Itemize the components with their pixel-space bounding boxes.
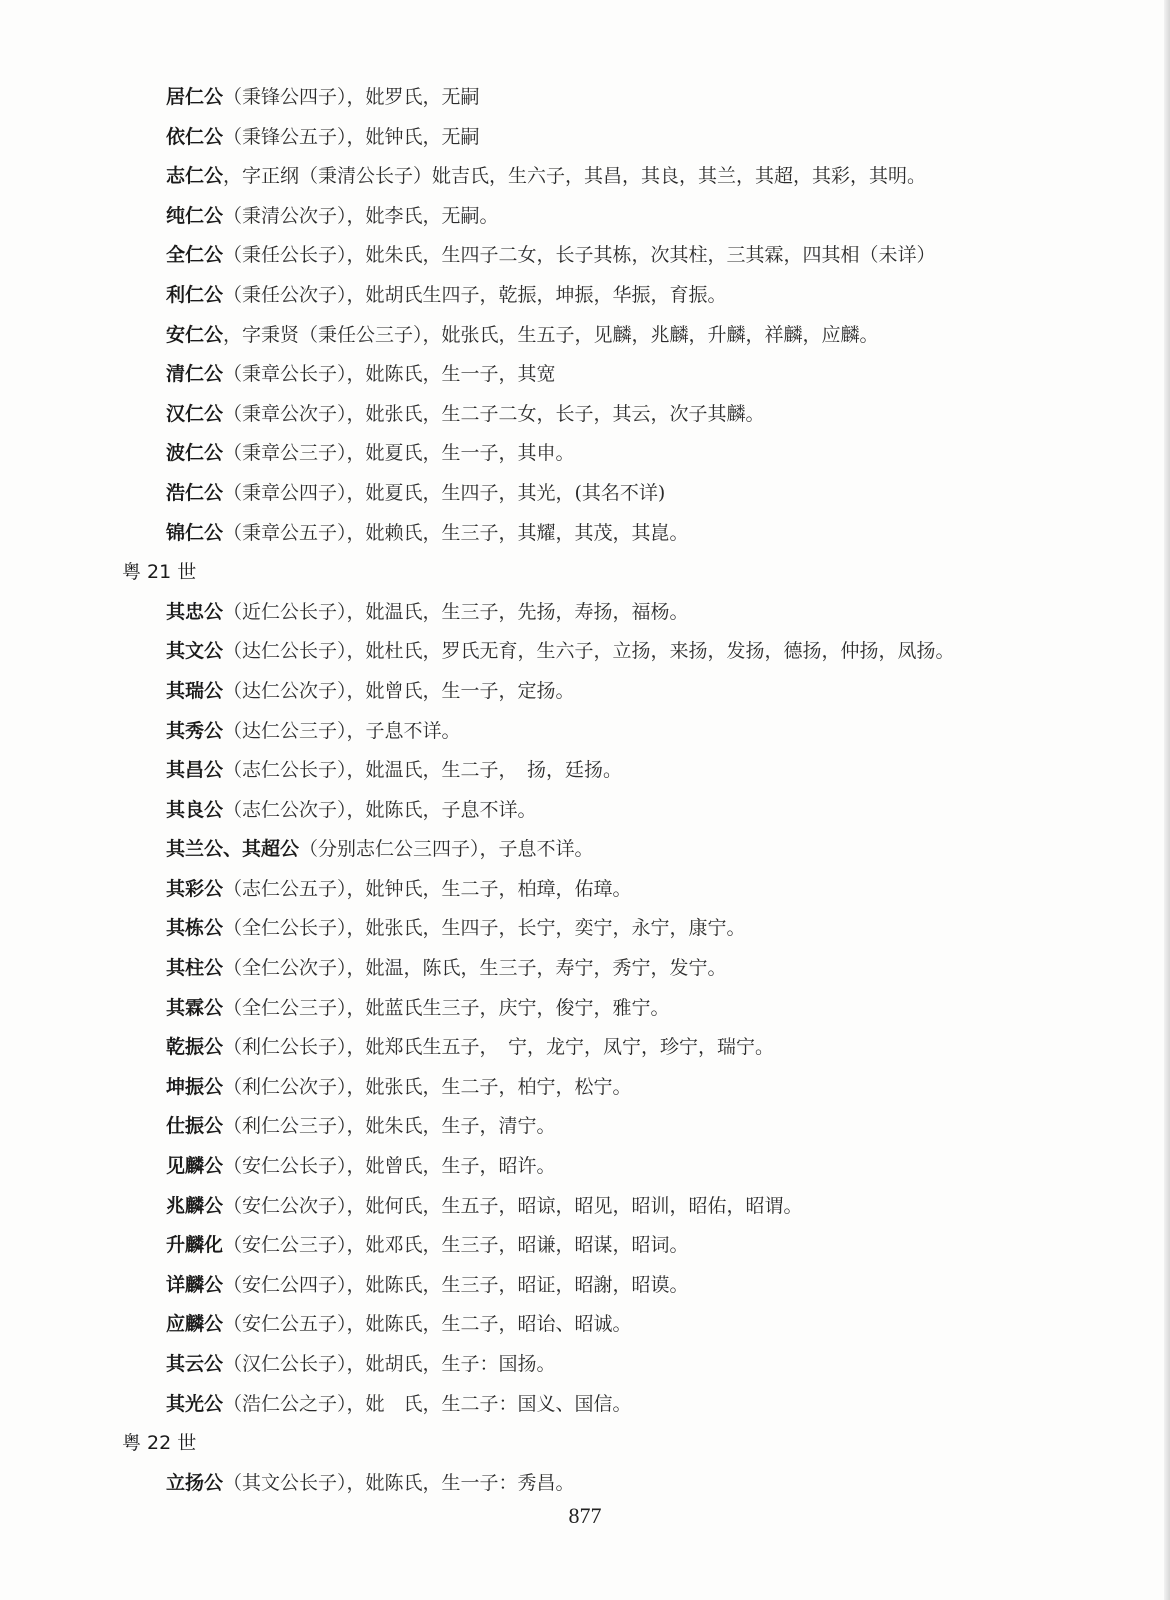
ancestor-description: （秉任公长子），妣朱氏，生四子二女，长子其栋，次其柱，三其霖，四其相（未详） <box>223 244 936 267</box>
ancestor-name: 其彩公 <box>166 877 224 900</box>
ancestor-name: 利仁公 <box>166 283 224 306</box>
genealogy-entry <box>122 870 1132 910</box>
ancestor-name: 其云公 <box>166 1353 224 1375</box>
genealogy-entry <box>122 1345 1132 1385</box>
genealogy-entry <box>122 355 1132 395</box>
genealogy-entry <box>122 474 1132 514</box>
ancestor-description: （秉章公长子），妣陈氏，生一子，其宽 <box>223 363 556 386</box>
ancestor-description: （达仁公长子），妣杜氏，罗氏无育，生六子，立扬，来扬，发扬，德扬，仲扬，凤扬。 <box>223 640 955 663</box>
genealogy-entry <box>122 1266 1132 1306</box>
ancestor-name: 其兰公、其超公 <box>166 838 300 861</box>
ancestor-name: 应麟公 <box>166 1313 224 1336</box>
ancestor-description: （分别志仁公三四子），子息不详。 <box>299 838 594 861</box>
ancestor-name: 汉仁公 <box>166 402 224 425</box>
ancestor-name: 立扬公 <box>166 1471 224 1494</box>
ancestor-description: （利仁公长子），妣郑氏生五子， 宁，龙宁，凤宁，珍宁，瑞宁。 <box>223 1036 775 1059</box>
genealogy-entry <box>122 316 1132 356</box>
genealogy-entry <box>122 1385 1132 1425</box>
ancestor-description: （全仁公三子），妣蓝氏生三子，庆宁，俊宁，雅宁。 <box>223 996 670 1019</box>
genealogy-entry <box>122 989 1132 1029</box>
ancestor-description: （安仁公四子），妣陈氏，生三子，昭证，昭謝，昭谟。 <box>223 1273 689 1296</box>
ancestor-description: （安仁公长子），妣曾氏，生子，昭许。 <box>223 1155 556 1178</box>
scan-edge <box>1164 0 1170 1600</box>
ancestor-name: 其昌公 <box>166 759 224 782</box>
ancestor-name: 居仁公 <box>166 86 224 108</box>
ancestor-description: （近仁公长子），妣温氏，生三子，先扬，寿扬，福杨。 <box>223 600 689 623</box>
ancestor-description: （秉清公次子），妣李氏，无嗣。 <box>223 204 499 227</box>
ancestor-name: 其霖公 <box>166 996 224 1019</box>
ancestor-description: （秉章公五子），妣赖氏，生三子，其耀，其茂，其崑。 <box>223 521 689 544</box>
ancestor-name: 纯仁公 <box>166 204 224 227</box>
ancestor-name: 清仁公 <box>166 363 224 386</box>
genealogy-entry <box>122 1305 1132 1345</box>
ancestor-name: 波仁公 <box>166 442 224 465</box>
genealogy-entry <box>122 712 1132 752</box>
ancestor-description: （利仁公三子），妣朱氏，生子，清宁。 <box>223 1115 556 1138</box>
ancestor-name: 兆麟公 <box>166 1194 224 1217</box>
ancestor-description: （安仁公五子），妣陈氏，生二子，昭诒、昭诚。 <box>223 1313 632 1336</box>
ancestor-name: 坤振公 <box>166 1075 224 1098</box>
ancestor-name: 其文公 <box>166 640 224 663</box>
page-number: 877 <box>568 1503 602 1528</box>
ancestor-description: （志仁公次子），妣陈氏，子息不详。 <box>223 798 537 821</box>
genealogy-entry <box>122 791 1132 831</box>
genealogy-entry <box>122 197 1132 237</box>
genealogy-entry <box>122 276 1132 316</box>
ancestor-name: 其良公 <box>166 798 224 821</box>
genealogy-entry <box>122 1226 1132 1266</box>
ancestor-description: （秉锋公四子），妣罗氏，无嗣 <box>223 86 480 108</box>
genealogy-entry <box>122 632 1132 672</box>
ancestor-name: 详麟公 <box>166 1273 224 1296</box>
ancestor-name: 全仁公 <box>166 244 224 267</box>
ancestor-description: （秉章公三子），妣夏氏，生一子，其申。 <box>223 442 575 465</box>
ancestor-name: 浩仁公 <box>166 481 224 504</box>
ancestor-name: 其忠公 <box>166 600 224 623</box>
ancestor-description: （全仁公次子），妣温，陈氏，生三子，寿宁，秀宁，发宁。 <box>223 957 727 980</box>
genealogy-entry <box>122 672 1132 712</box>
ancestor-name: 其秀公 <box>166 719 224 742</box>
ancestor-description: （其文公长子），妣陈氏，生一子：秀昌。 <box>223 1471 575 1494</box>
genealogy-entry <box>122 1187 1132 1227</box>
ancestor-name: 其栋公 <box>166 917 224 940</box>
ancestor-name: 其瑞公 <box>166 679 224 702</box>
ancestor-description: （汉仁公长子），妣胡氏，生子：国扬。 <box>223 1353 556 1375</box>
ancestor-name: 安仁公 <box>166 323 224 346</box>
genealogy-entry <box>122 514 1132 554</box>
ancestor-description: （安仁公三子），妣邓氏，生三子，昭谦，昭谋，昭词。 <box>223 1234 689 1257</box>
ancestor-description: （浩仁公之子），妣 氏，生二子：国义、国信。 <box>223 1392 632 1415</box>
genealogy-entry <box>122 1107 1132 1147</box>
ancestor-description: （全仁公长子），妣张氏，生四子，长宁，奕宁，永宁，康宁。 <box>223 917 746 940</box>
genealogy-text-body <box>122 78 1132 1503</box>
genealogy-entry <box>122 1464 1132 1504</box>
genealogy-entry <box>122 909 1132 949</box>
ancestor-description: （安仁公次子），妣何氏，生五子，昭谅，昭见，昭训，昭佑，昭谓。 <box>223 1194 803 1217</box>
genealogy-entry <box>122 395 1132 435</box>
genealogy-entry <box>122 157 1132 197</box>
ancestor-description: （秉章公次子），妣张氏，生二子二女，长子，其云，次子其麟。 <box>223 402 765 425</box>
ancestor-name: 锦仁公 <box>166 521 224 544</box>
genealogy-entry <box>122 1147 1132 1187</box>
ancestor-description: ，字正纲（秉清公长子）妣吉氏，生六子，其昌，其良，其兰，其超，其彩，其明。 <box>223 165 927 188</box>
ancestor-description: （达仁公三子），子息不详。 <box>223 719 461 742</box>
ancestor-description: （秉章公四子），妣夏氏，生四子，其光，(其名不详) <box>223 481 666 504</box>
ancestor-name: 志仁公 <box>166 165 224 188</box>
genealogy-entry <box>122 751 1132 791</box>
genealogy-entry <box>122 593 1132 633</box>
genealogy-entry <box>122 830 1132 870</box>
ancestor-name: 乾振公 <box>166 1036 224 1059</box>
ancestor-name: 依仁公 <box>166 125 224 148</box>
ancestor-description: （利仁公次子），妣张氏，生二子，柏宁，松宁。 <box>223 1075 632 1098</box>
genealogy-entry <box>122 1068 1132 1108</box>
ancestor-name: 其柱公 <box>166 957 224 980</box>
ancestor-name: 见麟公 <box>166 1155 224 1178</box>
genealogy-entry <box>122 434 1132 474</box>
ancestor-description: ，字秉贤（秉任公三子），妣张氏，生五子，见麟，兆麟，升麟，祥麟，应麟。 <box>223 323 879 346</box>
ancestor-name: 升麟化 <box>166 1234 224 1257</box>
ancestor-description: （秉任公次子），妣胡氏生四子，乾振，坤振，华振，育振。 <box>223 283 727 306</box>
genealogy-entry <box>122 1028 1132 1068</box>
genealogy-entry <box>122 78 1132 118</box>
ancestor-name: 仕振公 <box>166 1115 224 1138</box>
generation-heading: 粤 22 世 <box>122 1432 197 1455</box>
ancestor-description: （达仁公次子），妣曾氏，生一子，定扬。 <box>223 679 575 702</box>
ancestor-name: 其光公 <box>166 1392 224 1415</box>
genealogy-entry <box>122 118 1132 158</box>
ancestor-description: （志仁公五子），妣钟氏，生二子，柏璋，佑璋。 <box>223 877 632 900</box>
genealogy-entry <box>122 236 1132 276</box>
ancestor-description: （志仁公长子），妣温氏，生二子， 扬，廷扬。 <box>223 759 623 782</box>
genealogy-entry <box>122 949 1132 989</box>
ancestor-description: （秉锋公五子），妣钟氏，无嗣 <box>223 125 480 148</box>
generation-heading: 粤 21 世 <box>122 561 197 584</box>
